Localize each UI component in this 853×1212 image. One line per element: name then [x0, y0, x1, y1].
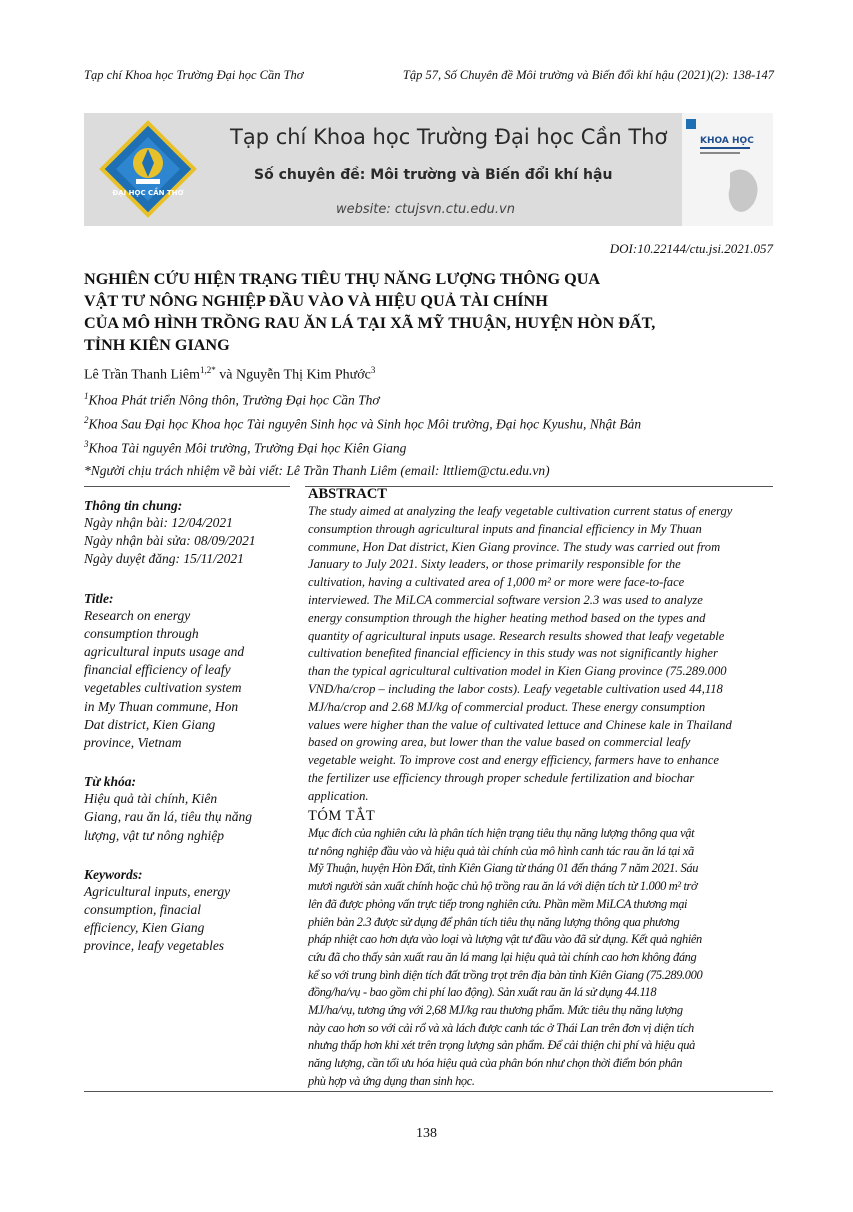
date-line: Ngày nhận bài sửa: 08/09/2021	[84, 533, 256, 549]
tomtat-heading: TÓM TẮT	[308, 808, 376, 824]
keywords-en-heading: Keywords:	[84, 866, 143, 882]
tomtat-line: phù hợp và ứng dụng than sinh học.	[308, 1073, 475, 1088]
affiliation	[84, 415, 641, 433]
article-info-column	[84, 498, 294, 956]
general-info-heading: Thông tin chung:	[84, 498, 183, 513]
page-number: 138	[416, 1126, 437, 1141]
running-header	[84, 68, 774, 83]
title-en-heading: Title:	[84, 590, 114, 606]
affiliation-sup: 1	[84, 391, 89, 401]
divider	[84, 1091, 773, 1092]
tomtat-line: kể so với trung bình diện tích đất trồng trọt trên địa bàn tỉnh Kiên Giang (75.289.000	[308, 967, 703, 982]
journal-name: Tạp chí Khoa học Trường Đại học Cần Thơ	[84, 68, 304, 82]
keywords-en-line: Agricultural inputs, energy	[84, 883, 231, 899]
affiliation-sup: 2	[84, 415, 89, 425]
affiliation-text: Khoa Sau Đại học Khoa học Tài nguyên Sinh học và Sinh học Môi trường, Đại học Kyushu, Nhật Bản	[88, 416, 642, 432]
title-en-line: vegetables cultivation system	[84, 680, 242, 696]
university-logo	[98, 119, 198, 219]
affiliation	[84, 391, 380, 409]
banner-subtitle: Số chuyên đề: Môi trường và Biến đổi khí hậu	[254, 167, 613, 183]
author-name: và Nguyễn Thị Kim Phước	[215, 367, 371, 383]
abstract-line: vegetable weight. To improve cost and energy efficiency, farmers have to enhance	[308, 753, 719, 768]
keywords-vi-line: Giang, rau ăn lá, tiêu thụ năng	[84, 809, 252, 825]
title-en-line: agricultural inputs usage and	[84, 644, 245, 660]
title-line: NGHIÊN CỨU HIỆN TRẠNG TIÊU THỤ NĂNG LƯỢNG THÔNG QUA	[84, 270, 601, 288]
abstract-line: The study aimed at analyzing the leafy vegetable cultivation current status of energy	[308, 504, 733, 518]
abstract-line: values were higher than the value of cultivated lettuce and Chinese kale in Thailand	[308, 717, 732, 732]
title-en-line: Dat district, Kien Giang	[84, 716, 216, 732]
abstract-line: interviewed. The MiLCA commercial software version 2.3 was used to analyze	[308, 592, 703, 607]
abstract-line: than the typical agricultural cultivation model in Kien Giang province (75.289.000	[308, 664, 727, 679]
abstract-line: cultivation, having a cultivated area of 1,000 m² or more were face-to-face	[308, 575, 685, 590]
affiliation	[84, 439, 406, 457]
date-line: Ngày duyệt đăng: 15/11/2021	[84, 551, 244, 567]
abstract-section	[308, 486, 773, 806]
tomtat-line: mươi người sản xuất chính hoặc chủ hộ trồng rau ăn lá với diện tích từ 1.000 m² trở	[308, 879, 698, 894]
paper-title	[84, 268, 774, 356]
banner-website: website: ctujsvn.ctu.edu.vn	[336, 202, 515, 217]
tomtat-line: phiên bản 2.3 được sử dụng để phân tích tiêu thụ năng lượng thông qua phương	[308, 914, 680, 929]
author-affil-sup: 1,2*	[200, 365, 216, 375]
keywords-vi-line: lượng, vật tư nông nghiệp	[84, 827, 225, 843]
keywords-en-line: consumption, finacial	[84, 902, 201, 918]
banner-title: Tạp chí Khoa học Trường Đại học Cần Thơ	[230, 125, 668, 149]
title-en-line: province, Vietnam	[84, 735, 182, 751]
corresponding-author-text: *Người chịu trách nhiệm về bài viết: Lê Trần Thanh Liêm (email: lttliem@ctu.edu.vn)	[84, 463, 550, 478]
journal-banner	[84, 113, 773, 226]
title-en-line: Research on energy	[84, 607, 191, 623]
abstract-line: VND/ha/crop – including the labor costs). Leafy vegetable cultivation used 44,118	[308, 681, 723, 696]
keywords-en-line: province, leafy vegetables	[84, 938, 225, 954]
date-line: Ngày nhận bài: 12/04/2021	[84, 515, 233, 530]
keywords-vi-line: Hiệu quả tài chính, Kiên	[84, 791, 218, 807]
tomtat-line: nhưng thấp hơn khi xét trên trọng lượng sản phẩm. Để cải thiện chi phí và hiệu quả	[308, 1038, 695, 1053]
title-line: TỈNH KIÊN GIANG	[84, 336, 230, 354]
tomtat-line: Mỹ Thuận, huyện Hòn Đất, tỉnh Kiên Giang từ tháng 01 đến tháng 7 năm 2021. Sáu	[308, 861, 699, 876]
abstract-line: energy consumption through the higher heating method based on the types and	[308, 610, 706, 625]
abstract-line: application.	[308, 788, 369, 803]
divider	[84, 486, 290, 487]
journal-cover-thumbnail	[682, 113, 773, 226]
cover-image	[682, 113, 773, 226]
doi[interactable]: DOI:10.22144/ctu.jsi.2021.057	[609, 241, 773, 256]
author-affil-sup: 3	[370, 365, 376, 375]
abstract-heading: ABSTRACT	[308, 486, 387, 502]
abstract-line: quantity of agricultural inputs usage. Research results showed that leafy vegetable	[308, 628, 725, 643]
abstract-line: January to July 2021. Sixty leaders, or those primarily responsible for the	[308, 557, 681, 572]
logo-text: ĐẠI HỌC CẦN THƠ	[112, 189, 184, 197]
abstract-line: the fertilizer use efficiency through proper schedule fertilization and biochar	[308, 770, 695, 785]
title-en-line: consumption through	[84, 625, 199, 641]
title-en-line: financial efficiency of leafy	[84, 662, 231, 678]
author-name: Lê Trần Thanh Liêm	[84, 367, 201, 383]
abstract-line: based on growing area, but lower than the value based on commercial leafy	[308, 735, 691, 750]
tomtat-line: này cao hơn so với cải rổ và xà lách được canh tác ở Thái Lan trên đơn vị diện tích	[308, 1020, 694, 1035]
keywords-en-line: efficiency, Kien Giang	[84, 920, 205, 936]
title-en-line: in My Thuan commune, Hon	[84, 698, 239, 714]
corresponding-author	[84, 463, 550, 479]
affiliation-text: Khoa Tài nguyên Môi trường, Trường Đại học Kiên Giang	[88, 440, 407, 456]
tomtat-line: MJ/ha/vụ, tương ứng với 2,68 MJ/kg rau thương phẩm. Mức tiêu thụ năng lượng	[308, 1003, 683, 1018]
title-line: CỦA MÔ HÌNH TRỒNG RAU ĂN LÁ TẠI XÃ MỸ THUẬN, HUYỆN HÒN ĐẤT,	[84, 314, 656, 332]
tomtat-section	[308, 808, 773, 1091]
keywords-vi-heading: Từ khóa:	[84, 774, 136, 790]
abstract-line: MJ/ha/crop and 2.68 MJ/kg of commercial product. These energy consumption	[308, 699, 706, 714]
tomtat-line: tư nông nghiệp đầu vào và hiệu quả tài chính của mô hình canh tác rau ăn lá tại xã	[308, 843, 694, 858]
tomtat-line: đồng/ha/vụ - bao gồm chi phí lao động). Sản xuất rau ăn lá sử dụng 44.118	[308, 985, 657, 1000]
tomtat-line: lên đã được phỏng vấn trực tiếp trong nghiên cứu. Phần mềm MiLCA thương mại	[308, 896, 688, 911]
cover-text: KHOA HỌC	[700, 136, 754, 146]
tomtat-line: pháp nhiệt cao hơn dựa vào loại và lượng vật tư đầu vào đã sử dụng. Kết quả nghiên	[308, 932, 702, 947]
author-list	[84, 365, 375, 384]
title-line: VẬT TƯ NÔNG NGHIỆP ĐẦU VÀO VÀ HIỆU QUẢ TÀI CHÍNH	[84, 292, 548, 310]
tomtat-line: cứu đã cho thấy sản xuất rau ăn lá mang lại hiệu quả tài chính cao hơn không đáng	[308, 949, 697, 964]
abstract-line: consumption through agricultural inputs and financial efficiency in My Thuan	[308, 521, 702, 536]
abstract-line: commune, Hon Dat district, Kien Giang province. The study was carried out from	[308, 539, 721, 554]
issue-info: Tập 57, Số Chuyên đề Môi trường và Biến đổi khí hậu (2021)(2): 138-147	[402, 68, 774, 82]
tomtat-line: Mục đích của nghiên cứu là phân tích hiện trạng tiêu thụ năng lượng thông qua vật	[308, 826, 695, 840]
tomtat-line: năng lượng, cần tối ưu hóa hiệu quả của phân bón như chọn thời điểm bón phân	[308, 1056, 683, 1071]
affiliation-text: Khoa Phát triển Nông thôn, Trường Đại học Cần Thơ	[88, 392, 380, 408]
affiliation-sup: 3	[84, 439, 89, 449]
abstract-line: cultivation benefited financial efficiency in this study was not significantly higher	[308, 646, 718, 661]
